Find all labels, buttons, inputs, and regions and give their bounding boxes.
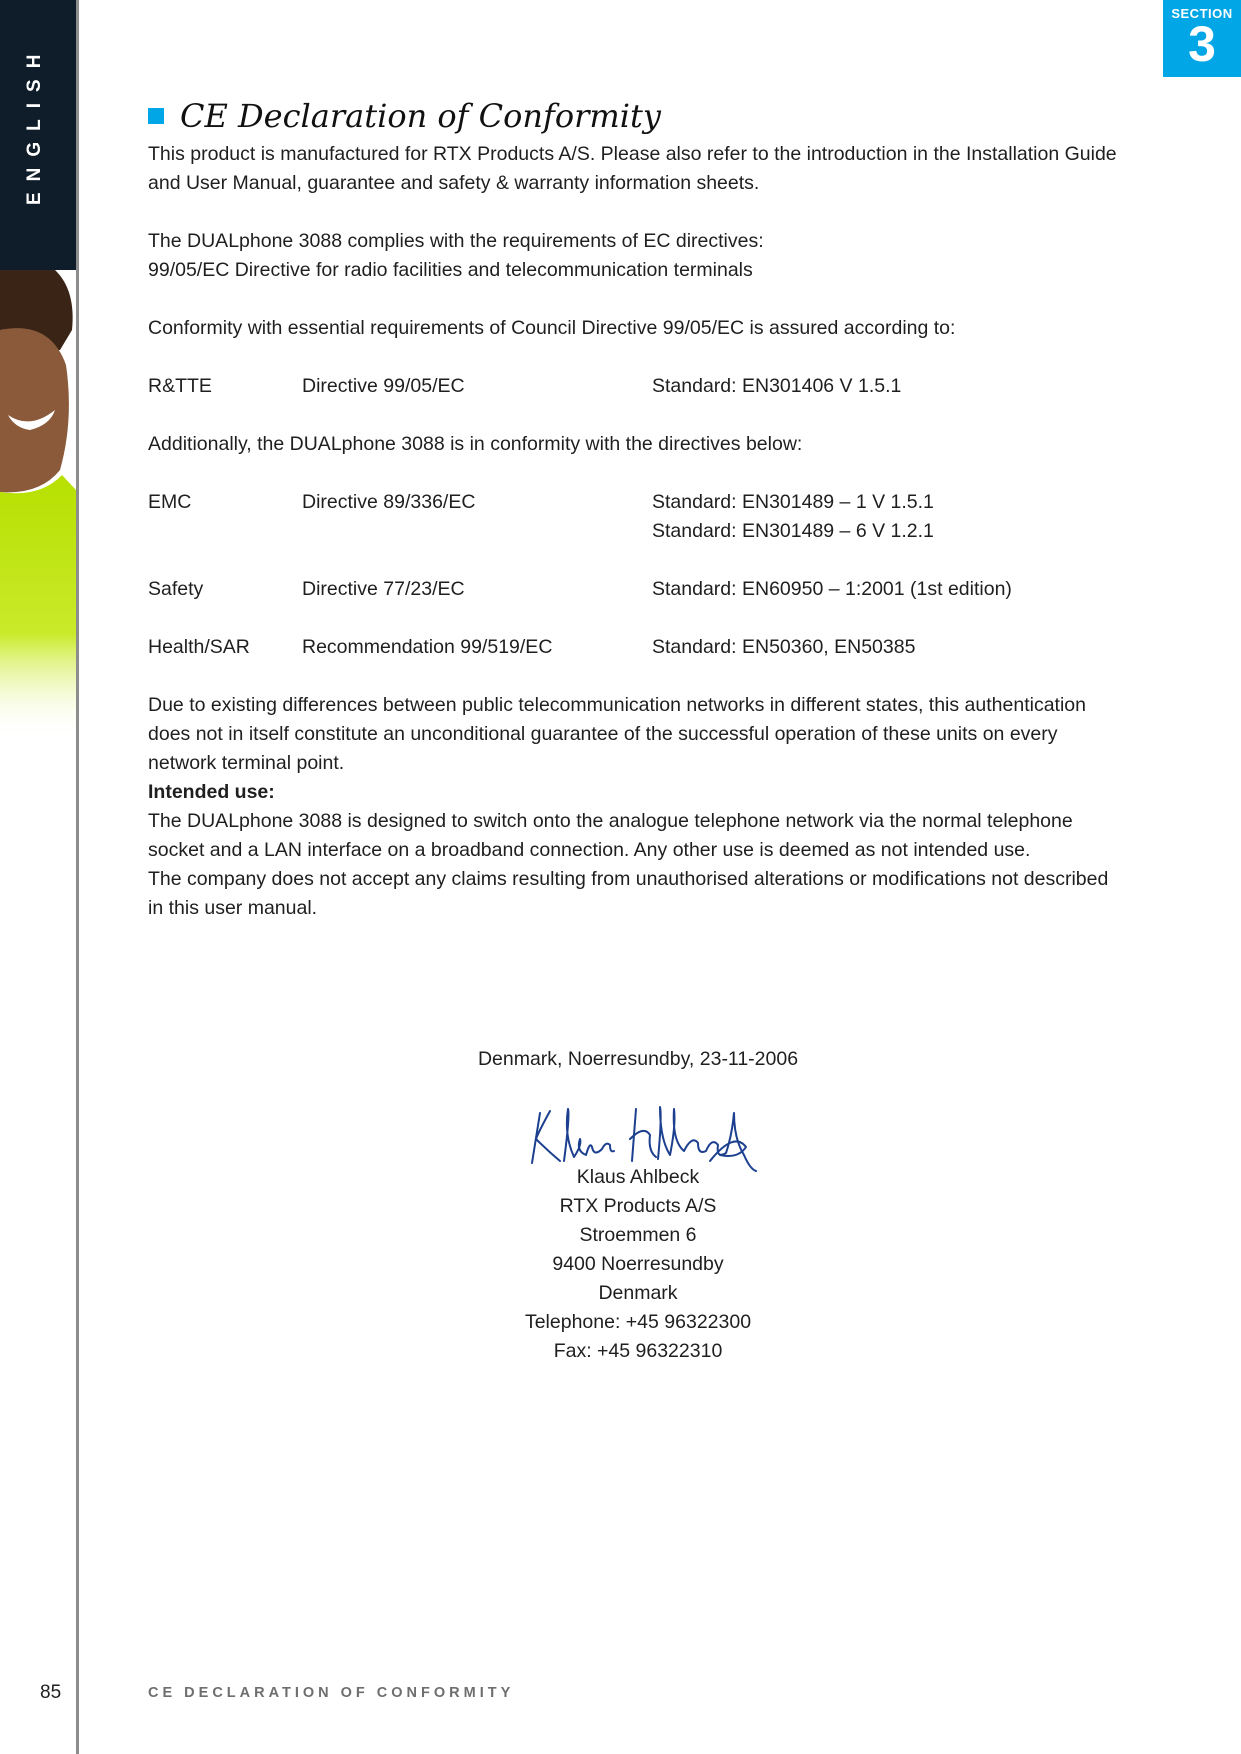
section-label: SECTION (1171, 6, 1233, 21)
intro-line: and User Manual, guarantee and safety & warranty information sheets. (148, 172, 760, 194)
directive-row-emc-2 (148, 517, 1148, 546)
additionally-text: Additionally, the DUALphone 3088 is in conformity with the directives below: (148, 433, 803, 455)
company-name: RTX Products A/S (559, 1195, 717, 1217)
language-label: ENGLISH (24, 43, 45, 205)
woman-photo (0, 270, 76, 740)
document-body (148, 140, 1148, 923)
fax: Fax: +45 96322310 (553, 1340, 723, 1362)
directive-standard: Standard: EN50360, EN50385 (652, 636, 916, 658)
difference-line: does not in itself constitute an unconditional guarantee of the successful operation of these units on every (148, 723, 1058, 745)
intended-use-line: The DUALphone 3088 is designed to switch onto the analogue telephone network via the normal telephone (148, 810, 1073, 832)
country: Denmark (598, 1282, 678, 1304)
directive-name: R&TTE (148, 375, 212, 397)
page-title: CE Declaration of Conformity (180, 97, 661, 135)
directive-row-health (148, 633, 1148, 662)
directive-name: Health/SAR (148, 636, 250, 658)
intended-use-line: The company does not accept any claims resulting from unauthorised alterations or modifications not described (148, 868, 1109, 890)
postal-city: 9400 Noerresundby (552, 1253, 724, 1275)
intended-use-heading: Intended use: (148, 781, 275, 803)
page-heading (148, 92, 661, 140)
page-number: 85 (40, 1682, 62, 1703)
directive-row-safety (148, 575, 1148, 604)
complies-line: The DUALphone 3088 complies with the requirements of EC directives: (148, 230, 764, 252)
street-address: Stroemmen 6 (579, 1224, 697, 1246)
telephone: Telephone: +45 96322300 (524, 1311, 752, 1333)
difference-line: network terminal point. (148, 752, 345, 774)
directive-name: EMC (148, 491, 192, 513)
square-bullet-icon (148, 108, 164, 124)
signatory-name: Klaus Ahlbeck (576, 1166, 700, 1188)
directive-name: Safety (148, 578, 204, 600)
complies-line: 99/05/EC Directive for radio facilities and telecommunication terminals (148, 259, 753, 281)
directive-ref: Directive 89/336/EC (302, 491, 476, 513)
directive-standard: Standard: EN301489 – 1 V 1.5.1 (652, 491, 934, 513)
directive-standard: Standard: EN60950 – 1:2001 (1st edition) (652, 578, 1012, 600)
vertical-divider (76, 0, 79, 1754)
date-line: Denmark, Noerresundby, 23-11-2006 (477, 1048, 799, 1070)
directive-ref: Directive 99/05/EC (302, 375, 465, 397)
conformity-text: Conformity with essential requirements of Council Directive 99/05/EC is assured according to: (148, 317, 956, 339)
intended-use-line: socket and a LAN interface on a broadband connection. Any other use is deemed as not intended use. (148, 839, 1031, 861)
intro-line: This product is manufactured for RTX Products A/S. Please also refer to the introduction in the Installation Guide (148, 143, 1117, 165)
section-number: 3 (1188, 16, 1216, 72)
directive-row-emc (148, 488, 1148, 517)
directive-standard: Standard: EN301489 – 6 V 1.2.1 (652, 520, 934, 542)
address-block (438, 1163, 838, 1366)
difference-line: Due to existing differences between public telecommunication networks in different states, this authentication (148, 694, 1086, 716)
sidebar-strip (0, 0, 76, 270)
intended-use-line: in this user manual. (148, 897, 318, 919)
section-tab (1163, 0, 1241, 77)
directive-ref: Recommendation 99/519/EC (302, 636, 553, 658)
footer-title: CE DECLARATION OF CONFORMITY (148, 1685, 515, 1701)
directive-ref: Directive 77/23/EC (302, 578, 465, 600)
directive-standard: Standard: EN301406 V 1.5.1 (652, 375, 902, 397)
rtte-row (148, 372, 1148, 401)
